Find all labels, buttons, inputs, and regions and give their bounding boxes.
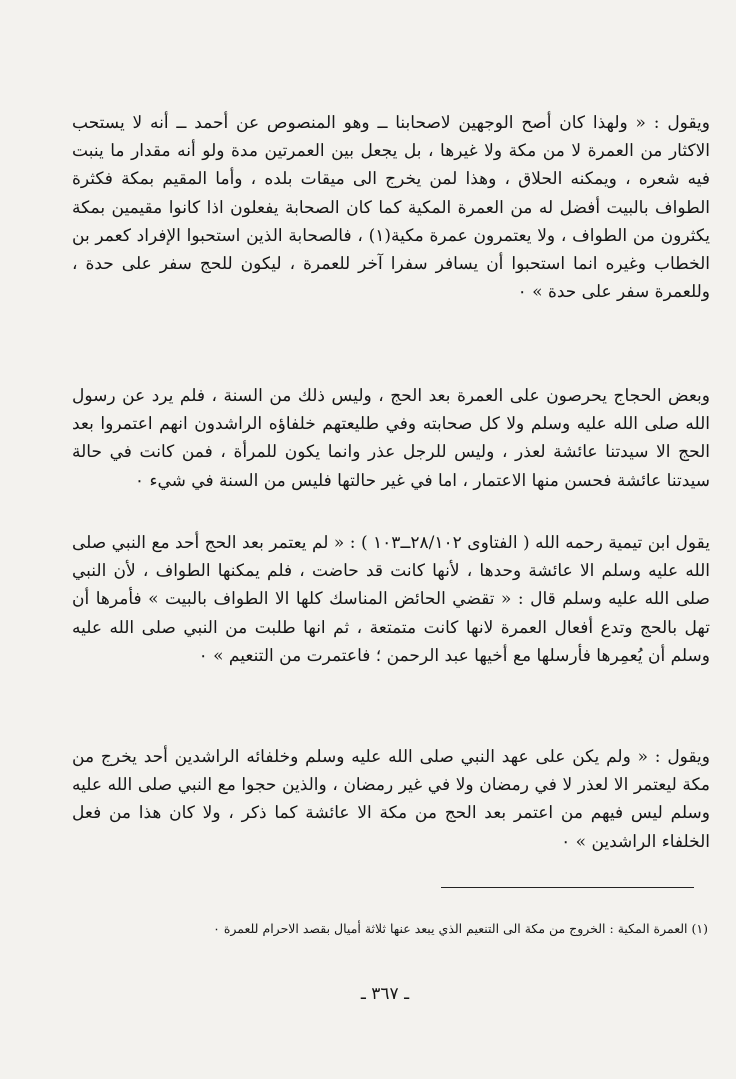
paragraph-2: وبعض الحجاج يحرصون على العمرة بعد الحج ، وليس ذلك من السنة ، فلم يرد عن رسول الله صلى الله عليه وسلم ولا كل صحابته وفي طليعتهم خلفاؤه الراشدون انهم اعتمروا بعد الحج الا سيدتنا عائشة لعذر ، وليس للرجل عذر وانما يكون للمرأة ، فمن كانت في حالة سيدتنا عائشة فحسن منها الاعتمار ، اما في غير حالتها فليس من السنة في شيء ٠	[72, 386, 710, 491]
paragraph-3: يقول ابن تيمية رحمه الله ( الفتاوى ٢٨/١٠٢ــ١٠٣ ) : « لم يعتمر بعد الحج أحد مع النبي صلى الله عليه وسلم الا عائشة وحدها ، لأنها كانت قد حاضت ، فلم يمكنها الطواف ، لأن النبي صلى الله عليه وسلم قال : « تقضي الحائض المناسك كلها الا الطواف بالبيت » فأمرها أن تهل بالحج وتدع أفعال العمرة لانها كانت متمتعة ، ثم انها طلبت من النبي صلى الله عليه وسلم أن يُعمِرها فأرسلها مع أخيها عبد الرحمن ؛ فاعتمرت من التنعيم » ٠	[72, 533, 711, 666]
footnote: (١) العمرة المكية : الخروج من مكة الى التنعيم الذي يبعد عنها ثلاثة أميال بقصد الاحرام للعمرة ٠	[213, 920, 708, 936]
paragraph-1: ويقول : « ولهذا كان أصح الوجهين لاصحابنا ــ وهو المنصوص عن أحمد ــ أنه لا يستحب الاكثار من العمرة لا من مكة ولا غيرها ، بل يجعل بين العمرتين مدة ولو أنه مقدار ما ينبت فيه شعره ، ويمكنه الحلاق ، وهذا لمن يخرج الى ميقات بلده ، وأما المقيم بمكة فكثرة الطواف بالبيت أفضل له من العمرة المكية كما كان الصحابة يفعلون اذا كانوا مقيمين بمكة يكثرون من الطواف ، ولا يعتمرون عمرة مكية(١) ، فالصحابة الذين استحبوا الإفراد كعمر بن الخطاب وغيره انما استحبوا أن يسافر سفرا آخر للعمرة ، ليكون للحج سفر على حدة ، وللعمرة سفر على حدة » ٠	[72, 113, 710, 303]
page-number: ـ ٣٦٧ ـ	[360, 984, 410, 1004]
paragraph-4: ويقول : « ولم يكن على عهد النبي صلى الله عليه وسلم وخلفائه الراشدين أحد يخرج من مكة ليعتمر الا لعذر لا في رمضان ولا في غير رمضان ، والذين حجوا مع النبي صلى الله عليه وسلم ليس فيهم من اعتمر بعد الحج من مكة الا عائشة كما ذكر ، ولا كان هذا من فعل الخلفاء الراشدين » ٠	[72, 747, 710, 852]
footnote-separator	[441, 887, 694, 888]
